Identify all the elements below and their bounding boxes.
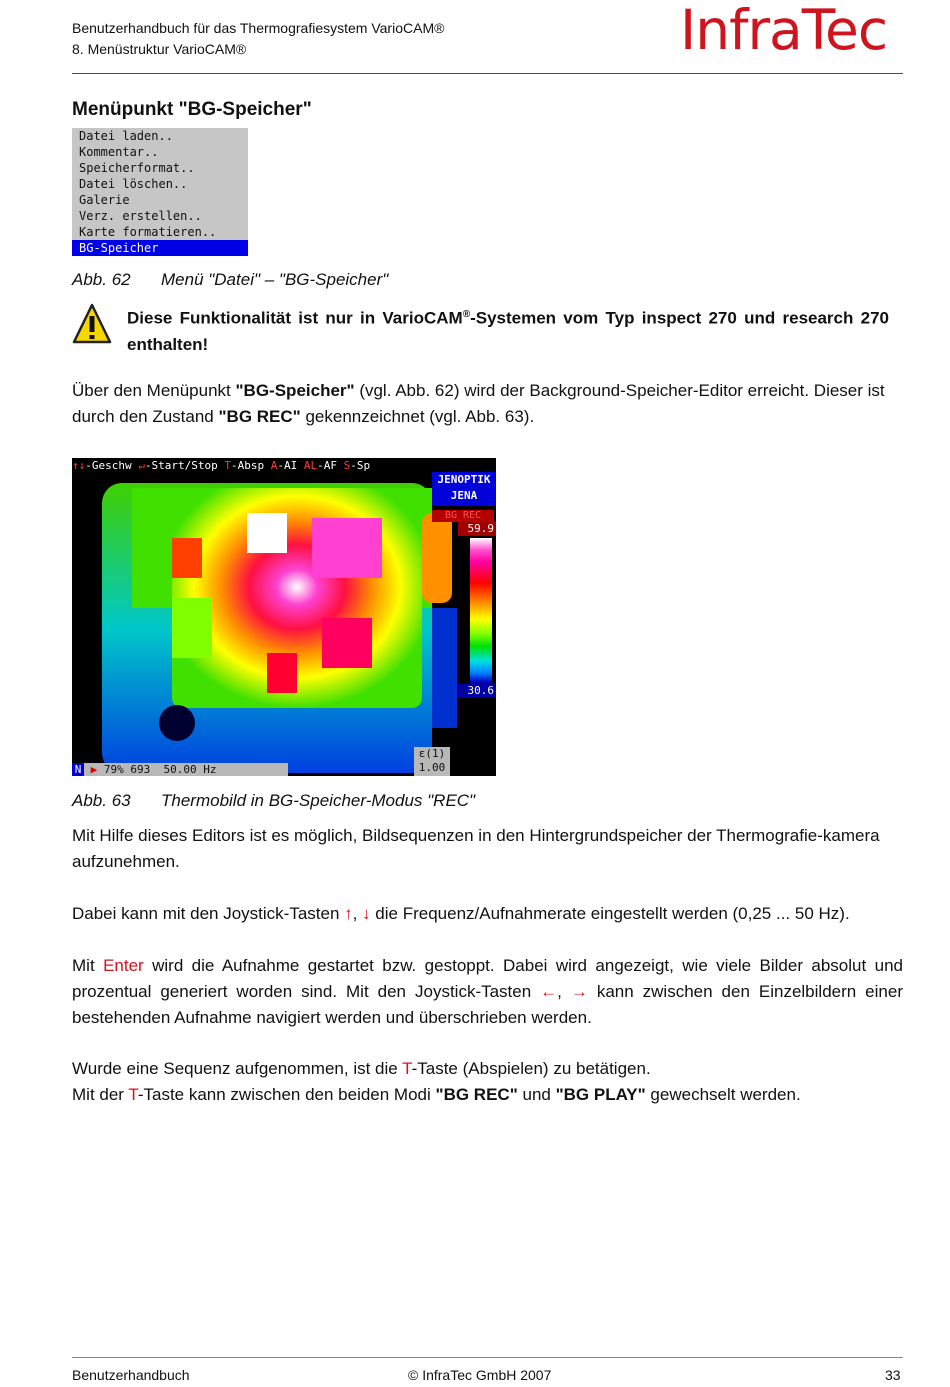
key-a: A bbox=[270, 459, 278, 472]
header-title: Benutzerhandbuch für das Thermografiesystem VarioCAM® bbox=[72, 20, 445, 36]
playback-line-1 bbox=[72, 1056, 903, 1082]
editor-paragraph: Mit Hilfe dieses Editors ist es möglich, Bildsequenzen in den Hintergrundspeicher der Thermografie-kamera aufzunehmen. bbox=[72, 826, 880, 871]
arrow-up-icon: ↑ bbox=[344, 904, 353, 923]
emissivity-readout bbox=[414, 747, 450, 776]
text-run: und bbox=[517, 1085, 556, 1104]
figure-text: Thermobild in BG-Speicher-Modus "REC" bbox=[161, 791, 476, 810]
temperature-max: 59.9 bbox=[458, 522, 496, 536]
menu-item-karte-formatieren: Karte formatieren.. bbox=[79, 225, 217, 239]
t-key-term: T bbox=[128, 1085, 138, 1104]
bold-term: "BG-Speicher" bbox=[235, 381, 355, 400]
header-chapter: 8. Menüstruktur VarioCAM® bbox=[72, 41, 247, 57]
key-t: T bbox=[224, 459, 231, 472]
key-label: -Sp bbox=[350, 459, 371, 472]
key-label: -Start/Stop bbox=[144, 459, 225, 472]
brand-line: JENA bbox=[450, 489, 478, 502]
text-run: wird die Aufnahme gestartet bzw. gestoppt. Dabei wird angezeigt, wie viele Bilder absolut und prozentual generiert worden sind. Mit den Joystick-Tasten bbox=[72, 956, 903, 1001]
thermal-key-bar bbox=[72, 458, 432, 473]
figure-number: Abb. 62 bbox=[72, 270, 131, 289]
text-run: , bbox=[352, 904, 363, 923]
frequency-readout: 50.00 Hz bbox=[163, 763, 217, 776]
menu-item-speicherformat: Speicherformat.. bbox=[79, 161, 195, 175]
figure-number: Abb. 63 bbox=[72, 791, 131, 810]
temperature-min: 30.6 bbox=[458, 684, 496, 698]
text-run: -Taste (Abspielen) zu betätigen. bbox=[411, 1059, 651, 1078]
text-run: Über den Menüpunkt bbox=[72, 381, 236, 400]
t-key-term: T bbox=[402, 1059, 412, 1078]
enter-paragraph bbox=[72, 953, 903, 1031]
menu-item-galerie: Galerie bbox=[79, 193, 130, 207]
key-label: -AI bbox=[277, 459, 304, 472]
menu-item-datei-loeschen: Datei löschen.. bbox=[79, 177, 188, 191]
key-enter: ↵ bbox=[138, 459, 145, 472]
menu-item-kommentar: Kommentar.. bbox=[79, 145, 159, 159]
header-divider bbox=[72, 73, 903, 74]
warning-text-end: -Systemen vom Typ inspect 270 und research 270 enthalten! bbox=[127, 308, 889, 354]
text-run: , bbox=[557, 982, 571, 1001]
brand-line: JENOPTIK bbox=[437, 473, 491, 486]
key-up-down: ↑↓ bbox=[72, 459, 86, 472]
emissivity-value: 1.00 bbox=[418, 761, 446, 774]
text-run: -Taste kann zwischen den beiden Modi bbox=[137, 1085, 436, 1104]
playback-line-2 bbox=[72, 1082, 903, 1108]
enter-key-term: Enter bbox=[103, 956, 144, 975]
footer-manual-title: Benutzerhandbuch bbox=[72, 1367, 190, 1383]
color-scale-bar bbox=[470, 538, 492, 688]
key-s: S bbox=[343, 459, 351, 472]
text-run: Dabei kann mit den Joystick-Tasten bbox=[72, 904, 345, 923]
text-run: gewechselt werden. bbox=[645, 1085, 801, 1104]
infratec-logo: InfraTec bbox=[680, 0, 888, 62]
thermal-image bbox=[72, 458, 496, 776]
bold-term: "BG PLAY" bbox=[555, 1085, 646, 1104]
key-al: AL bbox=[303, 459, 318, 472]
intro-paragraph bbox=[72, 378, 903, 430]
menu-item-verz-erstellen: Verz. erstellen.. bbox=[79, 209, 202, 223]
bold-term: "BG REC" bbox=[218, 407, 301, 426]
frequency-paragraph bbox=[72, 901, 903, 927]
warning-text bbox=[127, 302, 889, 358]
n-indicator: N bbox=[72, 763, 84, 776]
thermal-status-bar bbox=[72, 763, 288, 776]
text-run: kann zwischen den Einzelbildern einer bestehenden Aufnahme navigiert werden und überschrieben werden. bbox=[72, 982, 903, 1027]
text-run: Wurde eine Sequenz aufgenommen, ist die bbox=[72, 1059, 403, 1078]
key-label: -Absp bbox=[230, 459, 271, 472]
key-label: -Geschw bbox=[85, 459, 139, 472]
bold-term: "BG REC" bbox=[435, 1085, 518, 1104]
arrow-left-icon: ← bbox=[540, 982, 558, 1001]
figure-caption-62 bbox=[72, 270, 388, 290]
text-run: Mit der bbox=[72, 1085, 129, 1104]
jenoptik-badge bbox=[432, 472, 496, 506]
section-title: Menüpunkt "BG-Speicher" bbox=[72, 99, 312, 120]
warning-text-start: Diese Funktionalität ist nur in VarioCAM bbox=[127, 308, 463, 328]
file-menu-screenshot bbox=[72, 128, 248, 256]
registered-mark: ® bbox=[462, 309, 471, 320]
emissivity-label: ε(1) bbox=[418, 747, 446, 760]
playback-paragraph bbox=[72, 1056, 903, 1108]
text-run: Mit bbox=[72, 956, 104, 975]
text-run: gekennzeichnet (vgl. Abb. 63). bbox=[300, 407, 535, 426]
text-run: die Frequenz/Aufnahmerate eingestellt werden (0,25 ... 50 Hz). bbox=[370, 904, 850, 923]
frame-count: 79% 693 bbox=[97, 763, 164, 776]
arrow-right-icon: → bbox=[570, 982, 588, 1001]
warning-icon bbox=[72, 302, 112, 346]
key-label: -AF bbox=[317, 459, 344, 472]
bg-rec-status: BG REC bbox=[432, 510, 494, 522]
menu-item-datei-laden: Datei laden.. bbox=[79, 129, 173, 143]
arrow-down-icon: ↓ bbox=[362, 904, 371, 923]
figure-text: Menü "Datei" – "BG-Speicher" bbox=[161, 270, 389, 289]
figure-caption-63 bbox=[72, 791, 475, 811]
play-icon: ▶ bbox=[90, 763, 98, 776]
text-run: (vgl. Abb. 62) wird der Background-Speicher-Editor erreicht. Dieser ist durch den Zustand bbox=[72, 381, 885, 426]
page-number: 33 bbox=[885, 1367, 901, 1383]
footer-copyright: © InfraTec GmbH 2007 bbox=[408, 1367, 552, 1383]
footer-divider bbox=[72, 1357, 903, 1358]
menu-item-bg-speicher: BG-Speicher bbox=[72, 240, 248, 256]
